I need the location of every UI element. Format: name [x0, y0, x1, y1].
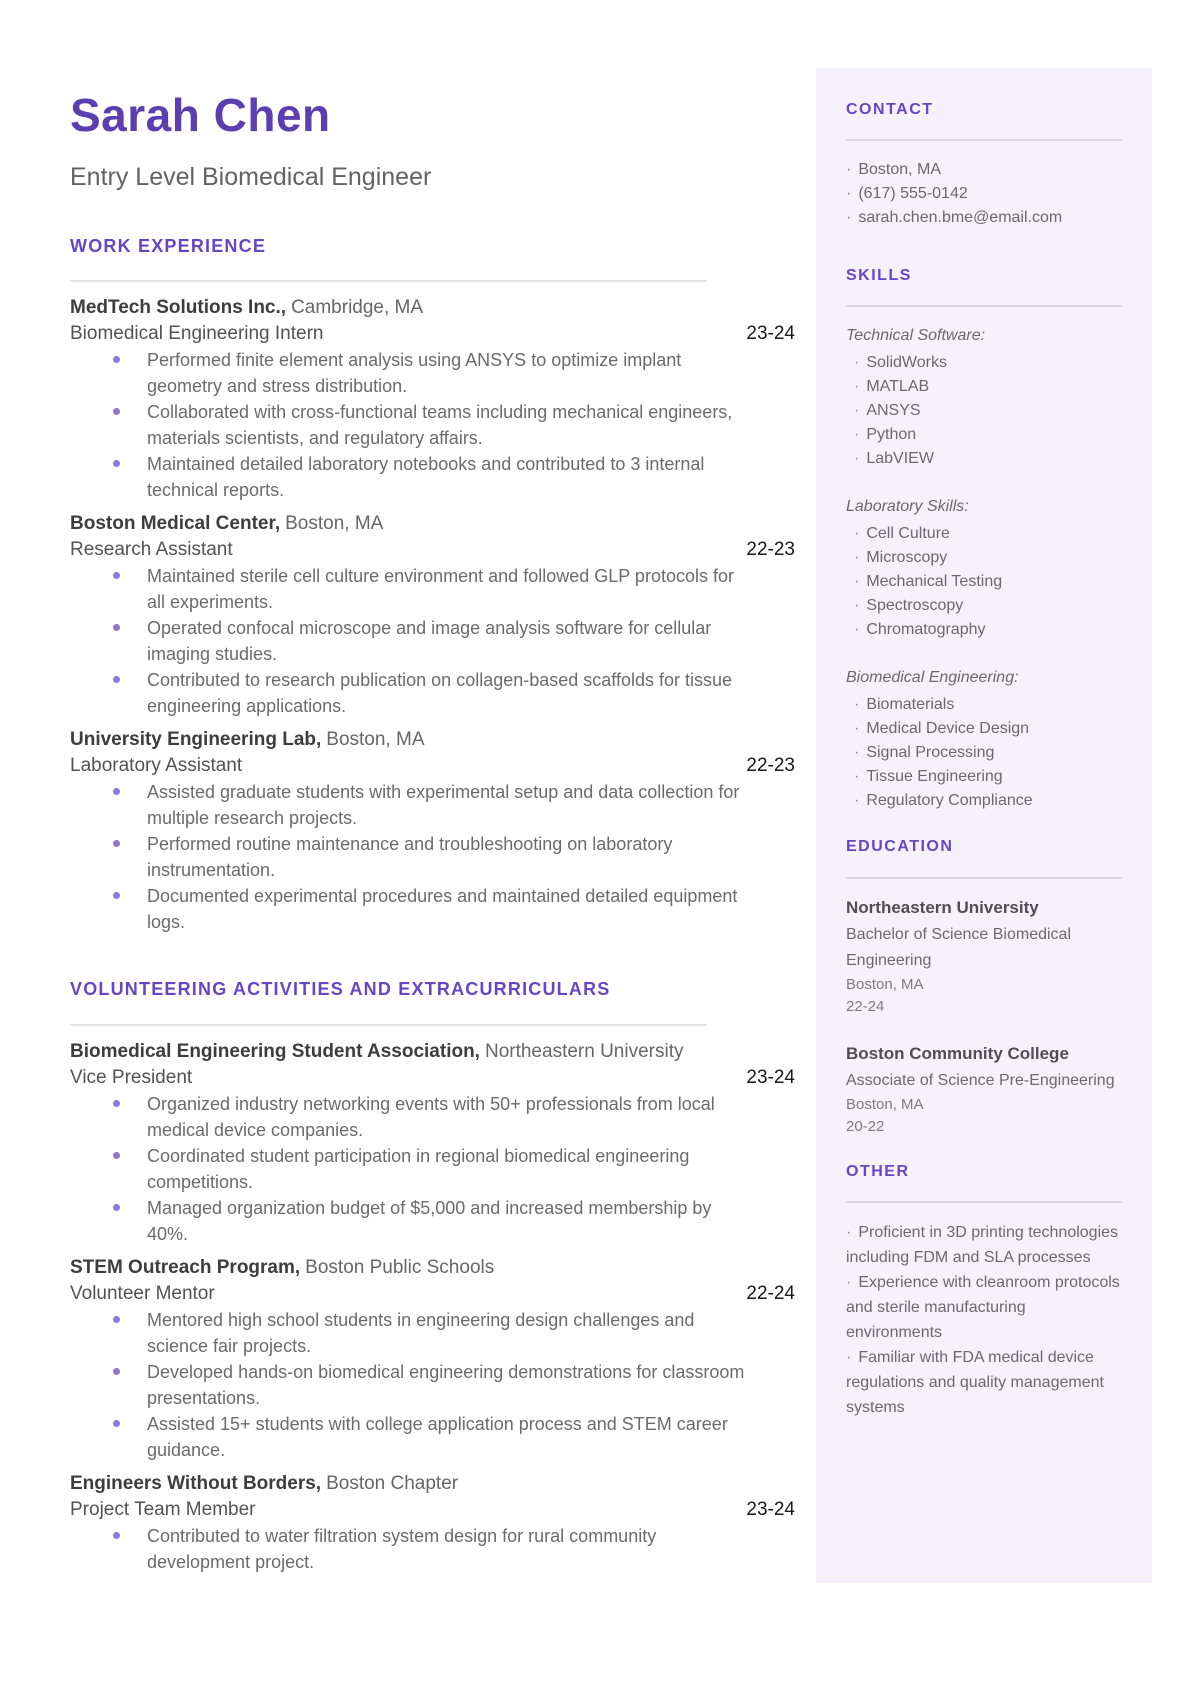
bullet-item: [70, 1411, 750, 1463]
bullet-text: Organized industry networking events with 50+ professionals from local medical device companies.: [147, 1093, 715, 1140]
dot-icon: ·: [846, 1273, 852, 1291]
candidate-name: Sarah Chen: [70, 89, 331, 141]
skill-item: [854, 447, 1122, 471]
bullet-text: Contributed to research publication on collagen-based scaffolds for tissue engineering applications.: [147, 670, 733, 717]
school-location: Boston, MA: [846, 975, 924, 993]
bullet-dot-icon: [113, 572, 120, 579]
bullet-text: Performed routine maintenance and troubleshooting on laboratory instrumentation.: [147, 834, 673, 881]
bullet-text: Mentored high school students in engineering design challenges and science fair projects.: [147, 1309, 695, 1356]
bullet-item: [70, 1091, 750, 1143]
skill-item: [854, 522, 1122, 546]
school-dates: 22-24: [846, 997, 885, 1015]
main-column: [70, 0, 795, 1583]
bullet-list: [70, 1091, 795, 1247]
education-entries: [846, 896, 1122, 1138]
skill-group: [846, 666, 1122, 813]
entry-dates: 22-23: [746, 539, 795, 561]
experience-entry: [70, 1471, 795, 1575]
contact-text: (617) 555-0142: [858, 185, 968, 203]
role-title: Project Team Member: [70, 1498, 256, 1520]
other-item: [846, 1345, 1122, 1420]
section-entries: [70, 295, 795, 935]
resume-section: [70, 236, 795, 936]
experience-entry: [70, 1255, 795, 1463]
org-name: University Engineering Lab,: [70, 729, 322, 751]
skill-item: [854, 570, 1122, 594]
bullet-dot-icon: [113, 1152, 120, 1159]
bullet-list: [70, 1307, 795, 1463]
dot-icon: ·: [854, 378, 860, 396]
dot-icon: ·: [854, 744, 860, 762]
bullet-dot-icon: [113, 1368, 120, 1375]
entry-role-line: [70, 1497, 795, 1523]
degree: Bachelor of Science Biomedical Engineering: [846, 925, 1072, 969]
education-entry: [846, 1042, 1122, 1138]
dot-icon: ·: [854, 549, 860, 567]
dot-icon: ·: [846, 1348, 852, 1366]
bullet-dot-icon: [113, 840, 120, 847]
org-location: Boston Chapter: [326, 1472, 459, 1494]
bullet-text: Documented experimental procedures and maintained detailed equipment logs.: [147, 886, 738, 933]
bullet-dot-icon: [113, 676, 120, 683]
entry-org-line: [70, 295, 795, 321]
other-text: Proficient in 3D printing technologies including FDM and SLA processes: [846, 1223, 1119, 1266]
bullet-dot-icon: [113, 1100, 120, 1107]
bullet-text: Maintained detailed laboratory notebooks and contributed to 3 internal technical reports.: [147, 454, 705, 501]
other-item: [846, 1270, 1122, 1345]
entry-role-line: [70, 537, 795, 563]
skill-text: Python: [866, 426, 917, 444]
skill-text: Cell Culture: [866, 525, 950, 543]
entry-role-line: [70, 1281, 795, 1307]
dot-icon: ·: [846, 185, 852, 203]
dot-icon: ·: [854, 525, 860, 543]
bullet-text: Assisted graduate students with experimental setup and data collection for multiple research projects.: [147, 782, 740, 829]
skill-item: [854, 717, 1122, 741]
bullet-text: Maintained sterile cell culture environment and followed GLP protocols for all experiments.: [147, 566, 734, 613]
entry-org-line: [70, 511, 795, 537]
skill-item: [854, 594, 1122, 618]
sidebar-divider: [846, 139, 1122, 141]
bullet-text: Coordinated student participation in regional biomedical engineering competitions.: [147, 1145, 690, 1192]
skill-text: LabVIEW: [866, 450, 934, 468]
section-heading: WORK EXPERIENCE: [70, 235, 267, 256]
entry-org-line: [70, 727, 795, 753]
contact-text: sarah.chen.bme@email.com: [858, 209, 1063, 227]
bullet-dot-icon: [113, 408, 120, 415]
dot-icon: ·: [854, 354, 860, 372]
bullet-item: [70, 883, 750, 935]
entry-dates: 23-24: [746, 323, 795, 345]
contact-text: Boston, MA: [858, 161, 942, 179]
entry-role-line: [70, 321, 795, 347]
bullet-item: [70, 779, 750, 831]
skill-text: Microscopy: [866, 549, 948, 567]
role-title: Volunteer Mentor: [70, 1282, 215, 1304]
org-location: Boston Public Schools: [305, 1256, 495, 1278]
resume-section: [70, 979, 795, 1575]
bullet-item: [70, 399, 750, 451]
section-divider: [70, 1024, 707, 1026]
skill-text: Regulatory Compliance: [866, 792, 1033, 810]
other-item: [846, 1220, 1122, 1270]
bullet-list: [70, 563, 795, 719]
contact-item: [846, 206, 1122, 230]
org-location: Boston, MA: [285, 513, 384, 535]
bullet-dot-icon: [113, 788, 120, 795]
skill-text: Tissue Engineering: [866, 768, 1003, 786]
bullet-text: Contributed to water filtration system design for rural community development project.: [147, 1525, 657, 1572]
education-heading: EDUCATION: [846, 838, 954, 856]
skill-item: [854, 741, 1122, 765]
skill-list: [846, 693, 1122, 813]
skill-text: Medical Device Design: [866, 720, 1030, 738]
bullet-item: [70, 1523, 750, 1575]
skill-text: Biomaterials: [866, 696, 955, 714]
dot-icon: ·: [854, 768, 860, 786]
bullet-dot-icon: [113, 892, 120, 899]
dot-icon: ·: [854, 696, 860, 714]
org-name: MedTech Solutions Inc.,: [70, 297, 287, 319]
school-dates: 20-22: [846, 1117, 885, 1135]
skill-text: Signal Processing: [866, 744, 995, 762]
role-title: Laboratory Assistant: [70, 755, 243, 777]
org-name: STEM Outreach Program,: [70, 1256, 301, 1278]
bullet-item: [70, 667, 750, 719]
skill-text: SolidWorks: [866, 354, 947, 372]
skill-text: Mechanical Testing: [866, 573, 1003, 591]
skill-group-label: Biomedical Engineering:: [846, 669, 1019, 687]
bullet-item: [70, 1195, 750, 1247]
dot-icon: ·: [854, 792, 860, 810]
bullet-dot-icon: [113, 1316, 120, 1323]
skill-list: [846, 351, 1122, 471]
skill-text: Chromatography: [866, 621, 986, 639]
contact-item: [846, 182, 1122, 206]
main-sections: [70, 236, 795, 1575]
bullet-text: Managed organization budget of $5,000 and increased membership by 40%.: [147, 1197, 712, 1244]
skill-group: [846, 324, 1122, 471]
entry-dates: 23-24: [746, 1498, 795, 1520]
org-location: Northeastern University: [484, 1040, 684, 1062]
role-title: Vice President: [70, 1066, 193, 1088]
skill-item: [854, 789, 1122, 813]
skill-item: [854, 765, 1122, 789]
experience-entry: [70, 295, 795, 503]
dot-icon: ·: [854, 450, 860, 468]
education-entry: [846, 896, 1122, 1018]
dot-icon: ·: [846, 209, 852, 227]
bullet-list: [70, 779, 795, 935]
experience-entry: [70, 727, 795, 935]
sidebar-divider: [846, 877, 1122, 879]
bullet-dot-icon: [113, 460, 120, 467]
skill-text: ANSYS: [866, 402, 921, 420]
other-text: Familiar with FDA medical device regulations and quality management systems: [846, 1348, 1104, 1416]
role-title: Research Assistant: [70, 539, 233, 561]
skill-item: [854, 351, 1122, 375]
bullet-item: [70, 1307, 750, 1359]
sidebar: [816, 68, 1152, 1583]
skill-group: [846, 495, 1122, 642]
bullet-dot-icon: [113, 1420, 120, 1427]
dot-icon: ·: [854, 426, 860, 444]
org-name: Biomedical Engineering Student Association,: [70, 1040, 480, 1062]
bullet-dot-icon: [113, 1532, 120, 1539]
other-heading: OTHER: [846, 1162, 910, 1180]
candidate-title: Entry Level Biomedical Engineer: [70, 162, 432, 191]
bullet-item: [70, 615, 750, 667]
skill-item: [854, 546, 1122, 570]
bullet-item: [70, 451, 750, 503]
entry-org-line: [70, 1471, 795, 1497]
org-name: Boston Medical Center,: [70, 513, 281, 535]
section-entries: [70, 1039, 795, 1575]
section-heading: VOLUNTEERING ACTIVITIES AND EXTRACURRICULARS: [70, 979, 611, 1000]
bullet-dot-icon: [113, 1204, 120, 1211]
bullet-dot-icon: [113, 356, 120, 363]
skill-item: [854, 693, 1122, 717]
skills-groups: [846, 324, 1122, 813]
school-name: Northeastern University: [846, 897, 1039, 917]
entry-role-line: [70, 753, 795, 779]
bullet-item: [70, 1359, 750, 1411]
skill-group-label: Technical Software:: [846, 327, 986, 345]
contact-heading: CONTACT: [846, 101, 934, 118]
skill-text: Spectroscopy: [866, 597, 964, 615]
role-title: Biomedical Engineering Intern: [70, 323, 324, 345]
other-text: Experience with cleanroom protocols and sterile manufacturing environments: [846, 1273, 1120, 1341]
bullet-item: [70, 347, 750, 399]
dot-icon: ·: [846, 1223, 852, 1241]
dot-icon: ·: [854, 621, 860, 639]
bullet-text: Collaborated with cross-functional teams including mechanical engineers, materials scientists, and regulatory affairs.: [147, 402, 733, 449]
bullet-item: [70, 563, 750, 615]
sidebar-divider: [846, 305, 1122, 307]
bullet-text: Performed finite element analysis using ANSYS to optimize implant geometry and stress distribution.: [147, 350, 682, 397]
dot-icon: ·: [854, 573, 860, 591]
entry-dates: 22-24: [746, 1282, 795, 1304]
sidebar-divider: [846, 1201, 1122, 1203]
bullet-dot-icon: [113, 624, 120, 631]
skill-list: [846, 522, 1122, 642]
dot-icon: ·: [854, 597, 860, 615]
experience-entry: [70, 1039, 795, 1247]
entry-role-line: [70, 1065, 795, 1091]
skill-item: [854, 618, 1122, 642]
bullet-text: Developed hands-on biomedical engineering demonstrations for classroom presentations.: [147, 1361, 745, 1408]
entry-org-line: [70, 1039, 795, 1065]
bullet-list: [70, 347, 795, 503]
bullet-text: Assisted 15+ students with college application process and STEM career guidance.: [147, 1413, 728, 1460]
school-name: Boston Community College: [846, 1043, 1069, 1063]
contact-list: [846, 158, 1122, 230]
entry-dates: 23-24: [746, 1066, 795, 1088]
org-location: Cambridge, MA: [291, 297, 424, 319]
dot-icon: ·: [854, 720, 860, 738]
skill-text: MATLAB: [866, 378, 930, 396]
org-location: Boston, MA: [326, 729, 425, 751]
org-name: Engineers Without Borders,: [70, 1472, 322, 1494]
entry-dates: 22-23: [746, 755, 795, 777]
bullet-item: [70, 831, 750, 883]
degree: Associate of Science Pre-Engineering: [846, 1071, 1115, 1089]
bullet-item: [70, 1143, 750, 1195]
bullet-text: Operated confocal microscope and image analysis software for cellular imaging studies.: [147, 618, 712, 665]
school-location: Boston, MA: [846, 1095, 924, 1113]
skills-heading: SKILLS: [846, 267, 912, 285]
skill-group-label: Laboratory Skills:: [846, 498, 969, 516]
experience-entry: [70, 511, 795, 719]
section-divider: [70, 280, 707, 282]
dot-icon: ·: [854, 402, 860, 420]
dot-icon: ·: [846, 161, 852, 179]
bullet-list: [70, 1523, 795, 1575]
contact-item: [846, 158, 1122, 182]
skill-item: [854, 375, 1122, 399]
skill-item: [854, 423, 1122, 447]
entry-org-line: [70, 1255, 795, 1281]
other-list: [846, 1220, 1122, 1420]
skill-item: [854, 399, 1122, 423]
